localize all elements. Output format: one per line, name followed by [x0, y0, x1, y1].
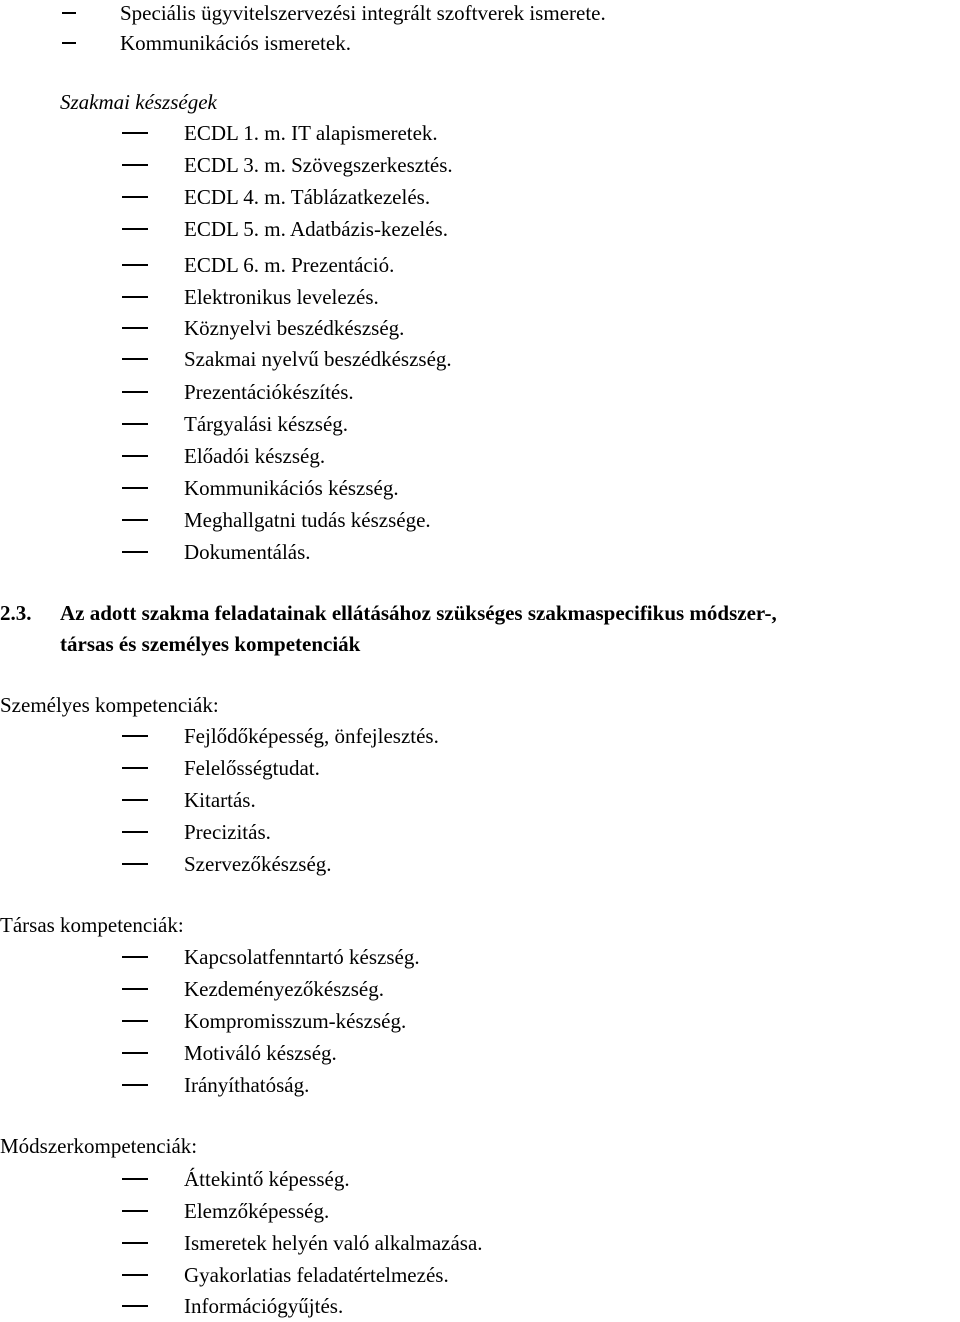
personal-competencies-label: Személyes kompetenciák: [0, 693, 219, 717]
bullet-dash [122, 1052, 148, 1054]
list-item-text: ECDL 6. m. Prezentáció. [184, 253, 395, 277]
list-item-text: Gyakorlatias feladatértelmezés. [184, 1263, 449, 1287]
list-item-text: Kitartás. [184, 788, 256, 812]
list-item-text: ECDL 4. m. Táblázatkezelés. [184, 185, 431, 209]
bullet-dash [122, 196, 148, 198]
bullet-dash [62, 42, 76, 44]
list-item-text: Elemzőképesség. [184, 1199, 330, 1223]
bullet-dash [122, 132, 148, 134]
bullet-dash [122, 1020, 148, 1022]
bullet-dash [122, 327, 148, 329]
section-title-line1: Az adott szakma feladatainak ellátásához szükséges szakmaspecifikus módszer-, [60, 601, 777, 625]
list-item-text: Felelősségtudat. [184, 756, 320, 780]
bullet-dash [122, 1178, 148, 1180]
bullet-dash [122, 551, 148, 553]
list-item-text: Előadói készség. [184, 444, 326, 468]
list-item-text: Dokumentálás. [184, 540, 311, 564]
list-item-text: Speciális ügyvitelszervezési integrált szoftverek ismerete. [120, 1, 606, 25]
bullet-dash [122, 455, 148, 457]
list-item-text: Ismeretek helyén való alkalmazása. [184, 1231, 483, 1255]
bullet-dash [122, 767, 148, 769]
list-item-text: Kompromisszum-készség. [184, 1009, 407, 1033]
list-item-text: ECDL 5. m. Adatbázis-kezelés. [184, 217, 448, 241]
bullet-dash [122, 988, 148, 990]
list-item-text: Fejlődőképesség, önfejlesztés. [184, 724, 439, 748]
bullet-dash [122, 1305, 148, 1307]
list-item-text: Kapcsolatfenntartó készség. [184, 945, 420, 969]
list-item-text: Prezentációkészítés. [184, 380, 354, 404]
bullet-dash [122, 799, 148, 801]
list-item-text: Szervezőkészség. [184, 852, 332, 876]
list-item-text: Kommunikációs készség. [184, 476, 399, 500]
list-item-text: Precizitás. [184, 820, 271, 844]
bullet-dash [122, 1274, 148, 1276]
bullet-dash [122, 956, 148, 958]
bullet-dash [122, 296, 148, 298]
bullet-dash [62, 12, 76, 14]
bullet-dash [122, 358, 148, 360]
bullet-dash [122, 863, 148, 865]
bullet-dash [122, 264, 148, 266]
bullet-dash [122, 228, 148, 230]
list-item-text: Információgyűjtés. [184, 1294, 344, 1318]
section-title-line2: társas és személyes kompetenciák [60, 632, 361, 656]
list-item-text: ECDL 1. m. IT alapismeretek. [184, 121, 438, 145]
list-item-text: Meghallgatni tudás készsége. [184, 508, 431, 532]
bullet-dash [122, 164, 148, 166]
list-item-text: Irányíthatóság. [184, 1073, 310, 1097]
skills-heading: Szakmai készségek [60, 90, 217, 114]
list-item-text: Áttekintő képesség. [184, 1167, 350, 1191]
list-item-text: Szakmai nyelvű beszédkészség. [184, 347, 452, 371]
bullet-dash [122, 735, 148, 737]
method-competencies-label: Módszerkompetenciák: [0, 1134, 198, 1158]
social-competencies-label: Társas kompetenciák: [0, 913, 184, 937]
list-item-text: Elektronikus levelezés. [184, 285, 379, 309]
bullet-dash [122, 519, 148, 521]
list-item-text: Kezdeményezőkészség. [184, 977, 384, 1001]
bullet-dash [122, 1210, 148, 1212]
bullet-dash [122, 487, 148, 489]
bullet-dash [122, 391, 148, 393]
list-item-text: Motiváló készség. [184, 1041, 337, 1065]
list-item-text: Kommunikációs ismeretek. [120, 31, 351, 55]
list-item-text: Köznyelvi beszédkészség. [184, 316, 405, 340]
list-item-text: ECDL 3. m. Szövegszerkesztés. [184, 153, 453, 177]
bullet-dash [122, 1084, 148, 1086]
bullet-dash [122, 831, 148, 833]
list-item-text: Tárgyalási készség. [184, 412, 349, 436]
bullet-dash [122, 423, 148, 425]
bullet-dash [122, 1242, 148, 1244]
section-number: 2.3. [0, 601, 32, 625]
